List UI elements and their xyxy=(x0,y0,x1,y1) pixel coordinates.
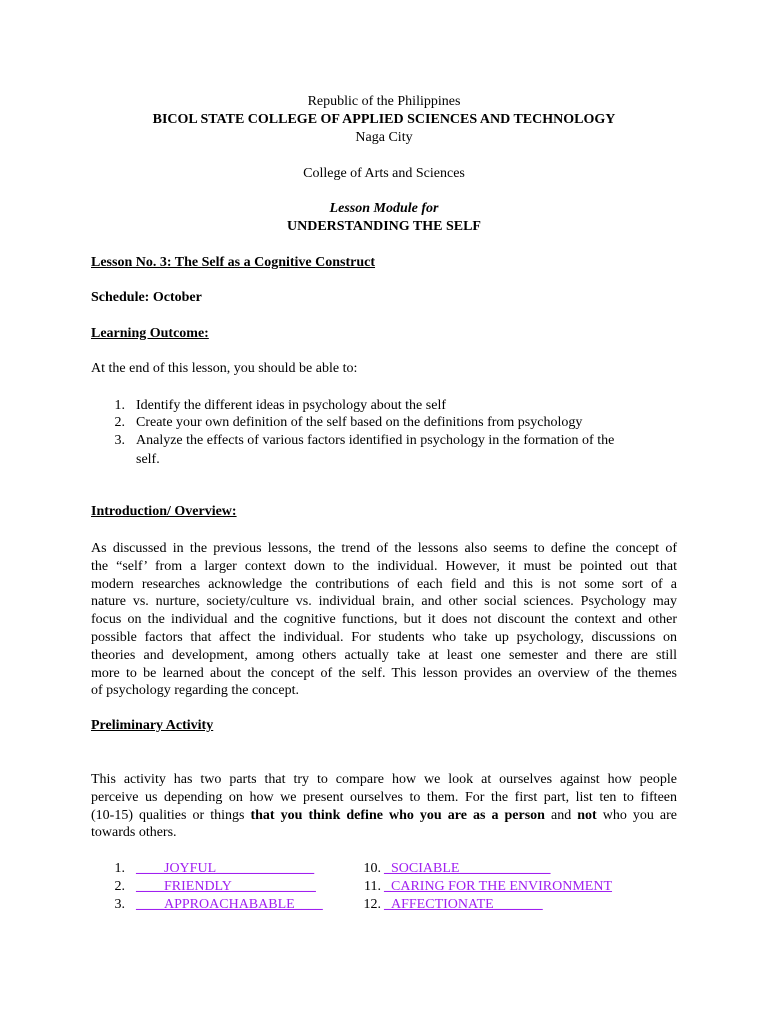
paragraph-line: focus on the individual and the cognitive functions, but it does not discount the context and other xyxy=(91,612,677,628)
department-line: College of Arts and Sciences xyxy=(303,166,465,181)
republic-line: Republic of the Philippines xyxy=(307,94,461,109)
paragraph-line: nature vs. nurture, society/culture vs. individual brain, and other social sciences. Psychology may xyxy=(91,594,677,610)
answer-number: 10. xyxy=(363,861,381,876)
outcome-number: 1. xyxy=(114,398,125,413)
outcome-text: Create your own definition of the self based on the definitions from psychology xyxy=(136,415,583,430)
paragraph-line: As discussed in the previous lessons, the trend of the lessons also seems to define the concept of xyxy=(91,541,677,556)
line-text: and xyxy=(544,807,578,823)
outcome-text: Analyze the effects of various factors identified in psychology in the formation of the xyxy=(136,433,615,448)
city-line: Naga City xyxy=(355,130,413,145)
answer-number: 2. xyxy=(114,879,125,894)
introduction-paragraph xyxy=(91,540,677,700)
answer-number: 1. xyxy=(114,861,125,876)
paragraph-line: the “self’ from a larger context down to the individual. However, it must be pointed out that xyxy=(91,558,677,574)
answer-number: 11. xyxy=(364,879,381,894)
line-text: (10-15) qualities or things xyxy=(91,807,251,823)
answer-text: _SOCIABLE_____________ xyxy=(384,861,551,876)
paragraph-line: modern researches acknowledge the contributions of each field and this is not some sort of a xyxy=(91,576,677,592)
emphasis-text: that you think define who you are as a person xyxy=(250,807,545,823)
paragraph-line: perceive us depending on how we present ourselves to them. For the first part, list ten to fifteen xyxy=(91,789,677,805)
paragraph-line: This activity has two parts that try to compare how we look at ourselves against how people xyxy=(91,772,677,787)
outcome-text-continued: self. xyxy=(136,452,160,467)
answer-number: 3. xyxy=(114,897,125,912)
answer-text: ____JOYFUL______________ xyxy=(136,861,315,876)
outcome-number: 2. xyxy=(114,415,125,430)
paragraph-line: theories and development, among others actually take at least one semester and there are still xyxy=(91,647,677,663)
paragraph-line: towards others. xyxy=(91,825,177,841)
course-title: UNDERSTANDING THE SELF xyxy=(287,219,481,234)
outcome-number: 3. xyxy=(114,433,125,448)
answer-text: _CARING FOR THE ENVIRONMENT xyxy=(384,879,613,894)
college-name: BICOL STATE COLLEGE OF APPLIED SCIENCES AND TECHNOLOGY xyxy=(152,112,616,127)
line-text: who you are xyxy=(596,807,678,823)
answer-text: ____APPROACHABABLE____ xyxy=(136,897,323,912)
learning-outcome-intro: At the end of this lesson, you should be able to: xyxy=(91,361,358,376)
learning-outcome-heading: Learning Outcome: xyxy=(91,326,209,341)
lesson-title: Lesson No. 3: The Self as a Cognitive Construct xyxy=(91,255,376,270)
preliminary-paragraph xyxy=(91,771,677,842)
paragraph-line: possible factors that affect the individual. For students who take up psychology, discussions on xyxy=(91,629,677,645)
paragraph-line xyxy=(91,807,677,825)
schedule-line: Schedule: October xyxy=(91,290,202,305)
outcome-text: Identify the different ideas in psychology about the self xyxy=(136,398,446,413)
module-for-line: Lesson Module for xyxy=(329,201,439,216)
paragraph-line: of psychology regarding the concept. xyxy=(91,683,299,699)
introduction-heading: Introduction/ Overview: xyxy=(91,504,237,519)
emphasis-text: not xyxy=(577,807,597,823)
preliminary-heading: Preliminary Activity xyxy=(91,718,214,733)
answer-text: ____FRIENDLY____________ xyxy=(136,879,316,894)
answer-text: _AFFECTIONATE_______ xyxy=(384,897,543,912)
paragraph-line: more to be learned about the concept of the self. This lesson provides an overview of the themes xyxy=(91,665,677,681)
answer-number: 12. xyxy=(363,897,381,912)
